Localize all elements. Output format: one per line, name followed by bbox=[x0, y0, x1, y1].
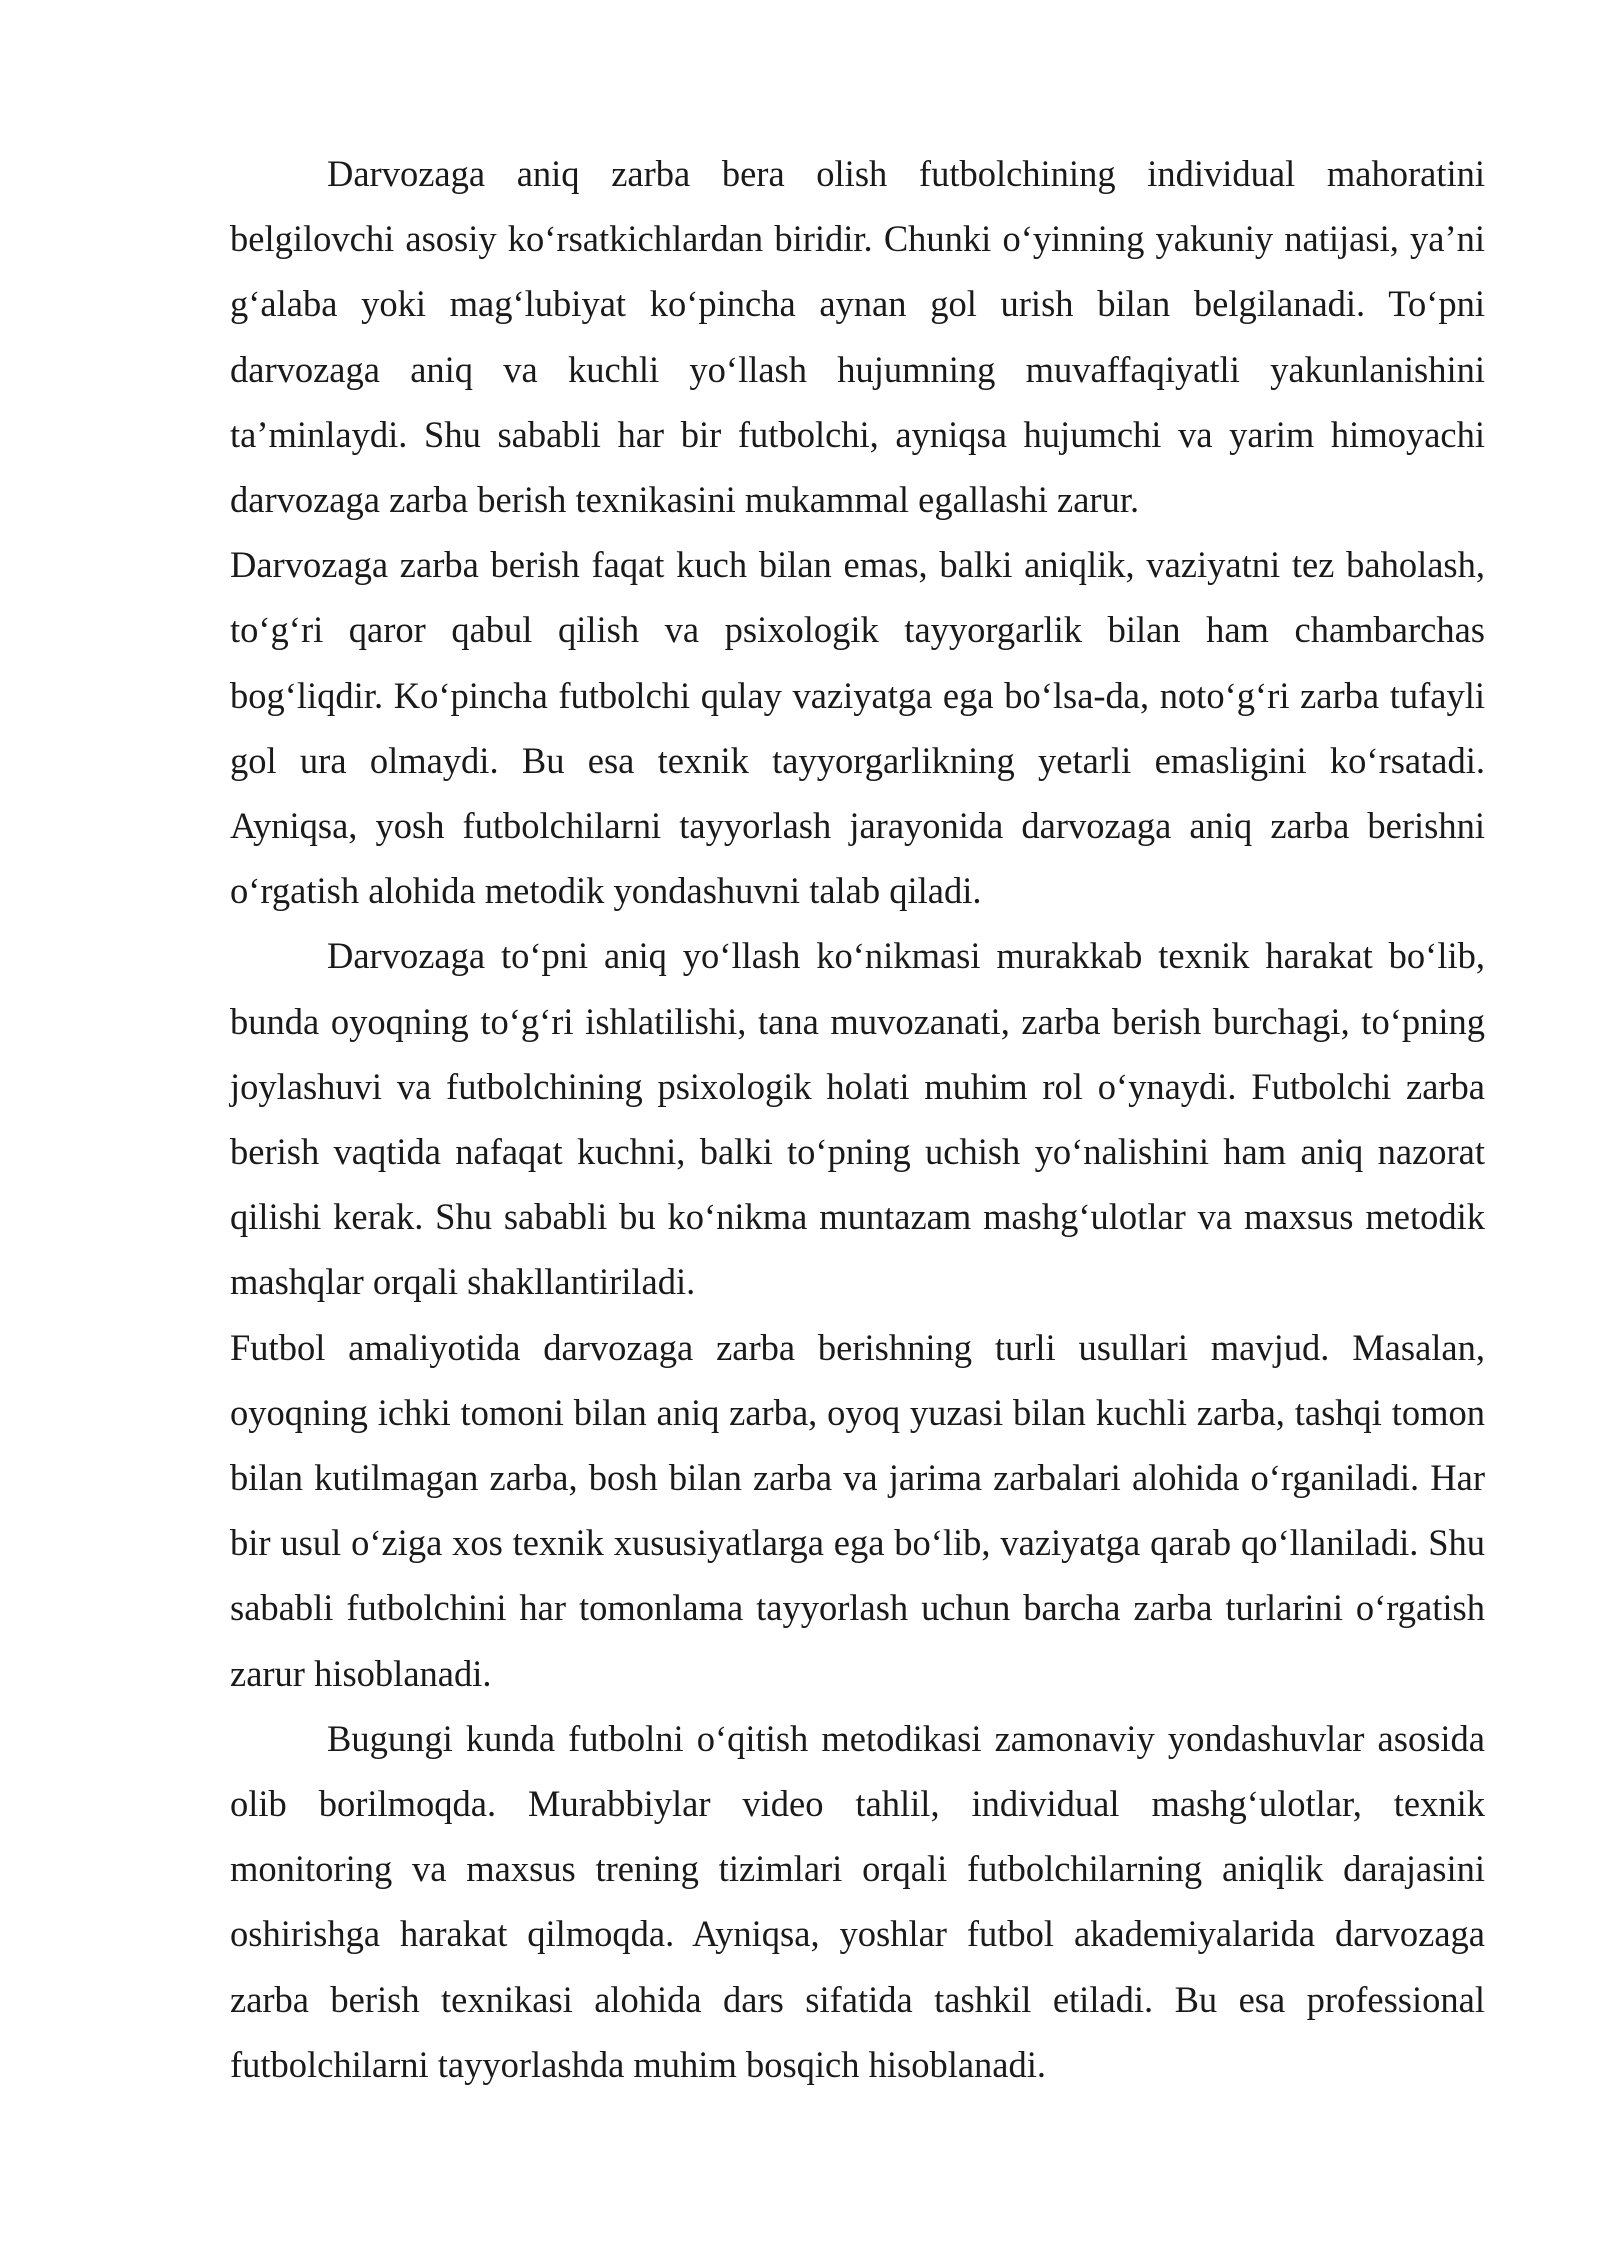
paragraph-2: Darvozaga zarba berish faqat kuch bilan emas, balki aniqlik, vaziyatni tez baholash, to‘g‘ri qaror qabul qilish va psixologik tayyorgarlik bilan ham chambarchas bog‘liqdir. Ko‘pincha futbolchi qulay vaziyatga ega bo‘lsa-da, noto‘g‘ri zarba tufayli gol ura olmaydi. Bu esa texnik tayyorgarlikning yetarli emasligini ko‘rsatadi. Ayniqsa, yosh futbolchilarni tayyorlash jarayonida darvozaga aniq zarba berishni o‘rgatish alohida metodik yondashuvni talab qiladi. bbox=[230, 544, 1485, 912]
paragraph-5: Bugungi kunda futbolni o‘qitish metodikasi zamonaviy yondashuvlar asosida olib borilmoqda. Murabbiylar video tahlil, individual mashg‘ulotlar, texnik monitoring va maxsus trening tizimlari orqali futbolchilarning aniqlik darajasini oshirishga harakat qilmoqda. Ayniqsa, yoshlar futbol akademiyalarida darvozaga zarba berish texnikasi alohida dars sifatida tashkil etiladi. Bu esa professional futbolchilarni tayyorlashda muhim bosqich hisoblanadi. bbox=[230, 1717, 1485, 2085]
document-body bbox=[230, 141, 1485, 2097]
paragraph-3: Darvozaga to‘pni aniq yo‘llash ko‘nikmasi murakkab texnik harakat bo‘lib, bunda oyoqning to‘g‘ri ishlatilishi, tana muvozanati, zarba berish burchagi, to‘pning joylashuvi va futbolchining psixologik holati muhim rol o‘ynaydi. Futbolchi zarba berish vaqtida nafaqat kuchni, balki to‘pning uchish yo‘nalishini ham aniq nazorat qilishi kerak. Shu sababli bu ko‘nikma muntazam mashg‘ulotlar va maxsus metodik mashqlar orqali shakllantiriladi. bbox=[230, 935, 1485, 1303]
paragraph-4: Futbol amaliyotida darvozaga zarba berishning turli usullari mavjud. Masalan, oyoqning ichki tomoni bilan aniq zarba, oyoq yuzasi bilan kuchli zarba, tashqi tomon bilan kutilmagan zarba, bosh bilan zarba va jarima zarbalari alohida o‘rganiladi. Har bir usul o‘ziga xos texnik xususiyatlarga ega bo‘lib, vaziyatga qarab qo‘llaniladi. Shu sababli futbolchini har tomonlama tayyorlash uchun barcha zarba turlarini o‘rgatish zarur hisoblanadi. bbox=[230, 1326, 1485, 1694]
paragraph-1: Darvozaga aniq zarba bera olish futbolchining individual mahoratini belgilovchi asosiy ko‘rsatkichlardan biridir. Chunki o‘yinning yakuniy natijasi, ya’ni g‘alaba yoki mag‘lubiyat ko‘pincha aynan gol urish bilan belgilanadi. To‘pni darvozaga aniq va kuchli yo‘llash hujumning muvaffaqiyatli yakunlanishini ta’minlaydi. Shu sababli har bir futbolchi, ayniqsa hujumchi va yarim himoyachi darvozaga zarba berish texnikasini mukammal egallashi zarur. bbox=[230, 153, 1485, 521]
